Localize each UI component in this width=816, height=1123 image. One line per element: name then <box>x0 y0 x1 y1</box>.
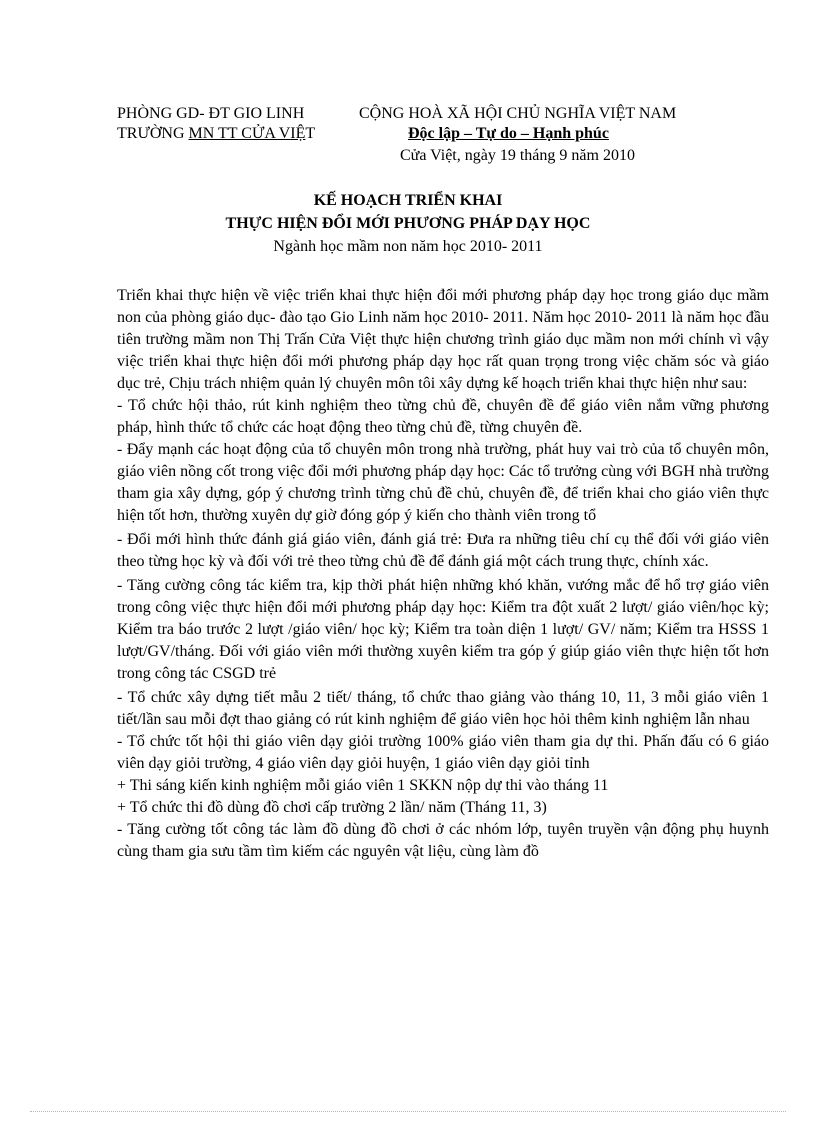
department-name: PHÒNG GD- ĐT GIO LINH <box>117 105 305 122</box>
school-suffix: T <box>305 125 316 142</box>
document-title-line-2: THỰC HIỆN ĐỔI MỚI PHƯƠNG PHÁP DẠY HỌC <box>225 215 591 232</box>
national-motto: Độc lập – Tự do – Hạnh phúc <box>408 125 609 142</box>
intro-paragraph: Triển khai thực hiện về việc triển khai thực hiện đổi mới phương pháp dạy học trong giáo dục mầm non của phòng giáo dục- đào tạo Gio Linh năm học 2010- 2011. Năm học 2010- 2011 là năm học đầu tiên trường mầm non Thị Trấn Cửa Việt thực hiện chương trình giáo dục mầm non mới chính vì vậy việc triển khai thực hiện đổi mới phương pháp dạy học rất quan trọng trong việc chăm sóc và giáo dục trẻ, Chịu trách nhiệm quản lý chuyên môn tôi xây dựng kế hoạch triển khai thực hiện như sau: <box>117 287 769 392</box>
page-footer-divider <box>30 1111 786 1112</box>
document-title: KẾ HOẠCH TRIỂN KHAI <box>313 192 503 209</box>
school-prefix: TRƯỜNG <box>117 125 189 142</box>
body-paragraph: - Tổ chức xây dựng tiết mẫu 2 tiết/ tháng, tổ chức thao giảng vào tháng 10, 11, 3 mỗi giáo viên 1 tiết/lần sau mỗi đợt thao giảng có rút kinh nghiệm để giáo viên học hỏi thêm kinh nghiệm lẫn nhau <box>117 689 769 728</box>
body-paragraph: - Tăng cường tốt công tác làm đồ dùng đồ chơi ở các nhóm lớp, tuyên truyền vận động phụ huynh cùng tham gia sưu tầm tìm kiếm các nguyên vật liệu, cùng làm đồ <box>117 821 769 860</box>
body-paragraph: - Tổ chức hội thảo, rút kinh nghiệm theo từng chủ đề, chuyên đề để giáo viên nắm vững phương pháp, hình thức tổ chức các hoạt động theo từng chủ đề, từng chuyên đề. <box>117 397 769 436</box>
nation-heading: CỘNG HOÀ XÃ HỘI CHỦ NGHĨA VIỆT NAM <box>359 105 677 122</box>
place-date: Cửa Việt, ngày 19 tháng 9 năm 2010 <box>400 147 635 164</box>
document-subtitle: Ngành học mầm non năm học 2010- 2011 <box>273 238 543 255</box>
school-name-underlined: MN TT CỬA VIỆ <box>188 125 306 142</box>
body-paragraph: + Tổ chức thi đồ dùng đồ chơi cấp trường 2 lần/ năm (Tháng 11, 3) <box>117 799 547 816</box>
school-name <box>117 124 315 144</box>
body-paragraph: + Thi sáng kiến kinh nghiệm mỗi giáo viên 1 SKKN nộp dự thi vào tháng 11 <box>117 777 609 794</box>
body-paragraph: - Đẩy mạnh các hoạt động của tổ chuyên môn trong nhà trường, phát huy vai trò của tổ chuyên môn, giáo viên nồng cốt trong việc đổi mới phương pháp dạy học: Các tổ trưởng cùng với BGH nhà trường tham gia xây dựng, góp ý chương trình từng chủ đề chủ, chuyên đề, để triển khai cho giáo viên thực hiện tốt hơn, thường xuyên dự giờ đóng góp ý kiến cho thành viên trong tổ <box>117 441 769 524</box>
document-body <box>117 285 769 863</box>
body-paragraph: - Tổ chức tốt hội thi giáo viên dạy giỏi trường 100% giáo viên tham gia dự thi. Phấn đấu có 6 giáo viên dạy giỏi trường, 4 giáo viên dạy giỏi huyện, 1 giáo viên dạy giỏi tỉnh <box>117 733 769 772</box>
body-paragraph: - Đổi mới hình thức đánh giá giáo viên, đánh giá trẻ: Đưa ra những tiêu chí cụ thể đối với giáo viên theo từng học kỳ và đối với trẻ theo từng chủ đề để đánh giá một cách trung thực, chính xác. <box>117 531 769 570</box>
body-paragraph: - Tăng cường công tác kiểm tra, kịp thời phát hiện những khó khăn, vướng mắc để hổ trợ giáo viên trong công việc thực hiện đổi mới phương pháp dạy học: Kiểm tra đột xuất 2 lượt/ giáo viên/học kỳ; Kiểm tra báo trước 2 lượt /giáo viên/ học kỳ; Kiểm tra toàn diện 1 lượt/ GV/ năm; Kiểm tra HSSS 1 lượt/GV/tháng. Đối với giáo viên mới thường xuyên kiểm tra góp ý giúp giáo viên thực hiện tốt hơn trong công tác CSGD trẻ <box>117 577 769 682</box>
